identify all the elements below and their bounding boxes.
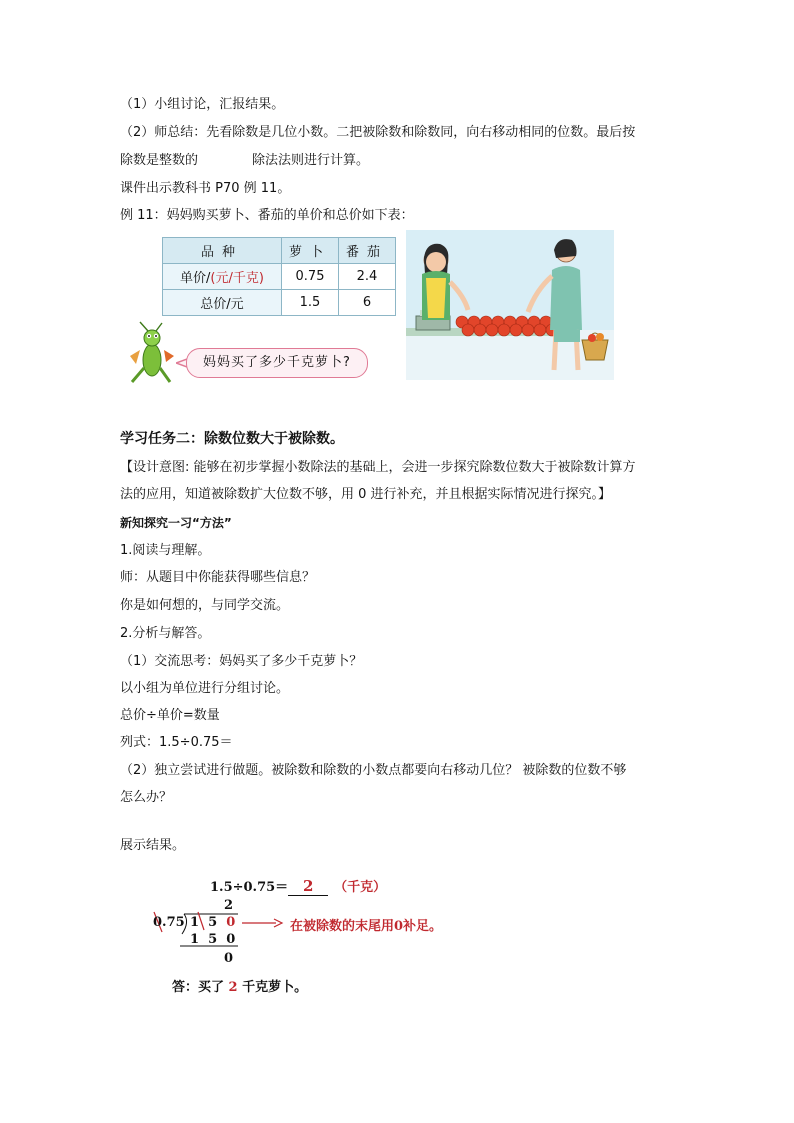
price-table: [162, 237, 396, 316]
text-line: 例 11：妈妈购买萝卜、番茄的单价和总价如下表：: [120, 208, 414, 223]
answer-text: 答：买了: [172, 980, 225, 995]
section-heading: 学习任务二：除数位数大于被除数。: [120, 431, 344, 447]
divisor: 0.75: [153, 915, 185, 930]
text-fragment: 除数是整数的: [120, 153, 199, 168]
arrow-icon: [240, 917, 284, 929]
unit-text: (元/千克): [210, 271, 264, 286]
product-digit: 0: [226, 932, 236, 947]
dividend-digit: 0: [226, 915, 236, 930]
text-fragment: 除法法则进行计算。: [252, 153, 370, 168]
text-line: 展示结果。: [120, 838, 186, 853]
text-line: （1）交流思考：妈妈买了多少千克萝卜？: [120, 654, 363, 669]
grasshopper-illustration: [126, 320, 178, 386]
table-header-cell: 番茄: [339, 238, 396, 264]
dividend-digit: 5: [208, 915, 218, 930]
text-line: 法的应用，知道被除数扩大位数不够，用 0 进行补充，并且根据实际情况进行探究。】: [120, 487, 612, 502]
text-line: 2.分析与解答。: [120, 626, 211, 641]
market-scene-illustration: [406, 230, 614, 380]
text-line: 怎么办？: [120, 790, 173, 805]
text-line: 【设计意图: 能够在初步掌握小数除法的基础上，会进一步探究除数位数大于被除数计算方: [120, 460, 636, 475]
table-row-label: [163, 264, 282, 290]
answer-text: 千克萝卜。: [242, 980, 308, 995]
text-line: 1.阅读与理解。: [120, 543, 211, 558]
text-line: （1）小组讨论，汇报结果。: [120, 97, 285, 112]
text-line: 以小组为单位进行分组讨论。: [120, 681, 290, 696]
table-cell: 0.75: [282, 264, 339, 290]
text-line: 师：从题目中你能获得哪些信息？: [120, 570, 316, 585]
text-line: 课件出示教科书 P70 例 11。: [120, 181, 291, 196]
calc-note: 在被除数的末尾用0补足。: [290, 919, 443, 934]
text-line: （2）师总结：先看除数是几位小数。二把被除数和除数同，向右移动相同的位数。最后按: [120, 125, 636, 140]
remainder: 0: [224, 951, 234, 966]
equation-unit: （千克）: [334, 880, 387, 895]
answer-number: 2: [228, 980, 238, 995]
text-line: 总价÷单价=数量: [120, 708, 220, 723]
equation-text: 1.5÷0.75＝: [210, 880, 289, 895]
table-cell: 6: [339, 290, 396, 316]
table-header-cell: 品种: [163, 238, 282, 264]
text-line: （2）独立尝试进行做题。被除数和除数的小数点都要向右移动几位？ 被除数的位数不够: [120, 763, 627, 778]
quotient-digit: 2: [224, 898, 234, 913]
dividend: [190, 915, 235, 930]
text-line: 列式：1.5÷0.75＝: [120, 735, 233, 750]
text-line: 你是如何想的，与同学交流。: [120, 598, 290, 613]
calc-equation: [210, 876, 386, 896]
label-text: 单价/: [180, 271, 211, 286]
final-answer: [172, 976, 307, 995]
table-row-label: 总价/元: [163, 290, 282, 316]
product-digit: 5: [208, 932, 218, 947]
subheading: 新知探究一习“方法”: [120, 516, 232, 530]
text-line: [120, 153, 369, 169]
table-header-cell: 萝卜: [282, 238, 339, 264]
table-cell: 1.5: [282, 290, 339, 316]
speech-bubble: 妈妈买了多少千克萝卜?: [186, 348, 368, 378]
product-digit: 1: [190, 932, 200, 947]
dividend-digit: 1: [190, 915, 200, 930]
table-cell: 2.4: [339, 264, 396, 290]
product-row: [190, 932, 235, 947]
equation-answer: 2: [288, 877, 328, 896]
